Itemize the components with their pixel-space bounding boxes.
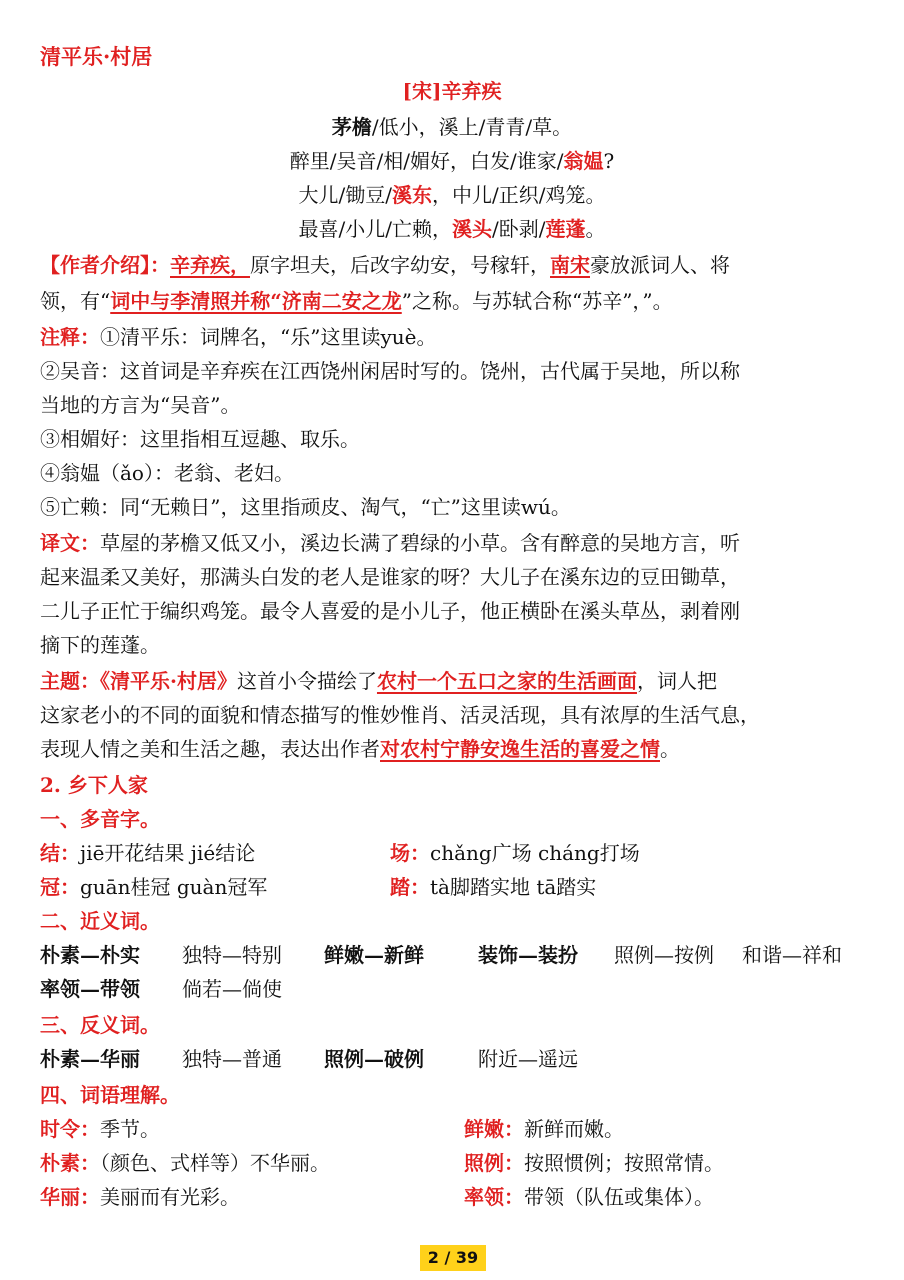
polyphone-heading: 一、多音字。 [40, 807, 160, 831]
translation-label: 译文： [40, 531, 100, 555]
note-4: ④翁媪（ǎo）：老翁、老妇。 [40, 461, 294, 485]
antonym-pair: 朴素—华丽 [40, 1047, 140, 1071]
poem-title: 清平乐·村居 [40, 44, 153, 69]
theme-highlight-2: 对农村宁静安逸生活的喜爱之情 [380, 737, 660, 761]
author-intro-text-3: 领，有“ [40, 289, 111, 313]
note-1 [40, 320, 864, 354]
poem-line-2-highlight: 翁媪 [563, 149, 604, 173]
translation-line-4: 摘下的莲蓬。 [40, 633, 160, 657]
author-intro-text-1: 原字坦夫，后改字幼安，号稼轩， [250, 253, 550, 277]
polyphone-label-3: 冠： [40, 875, 80, 899]
word-label: 照例： [464, 1151, 524, 1175]
word-item [464, 1180, 714, 1214]
poem-line-1 [40, 110, 864, 144]
polyphone-row-2 [40, 870, 864, 904]
synonym-row-1 [40, 938, 864, 972]
translation-line-2: 起来温柔又美好，那满头白发的老人是谁家的呀？大儿子在溪东边的豆田锄草， [40, 565, 740, 589]
word-definition: 季节。 [100, 1117, 160, 1141]
word-label: 朴素： [40, 1151, 100, 1175]
synonym-heading: 二、近义词。 [40, 909, 160, 933]
note-3: ③相媚好：这里指相互逗趣、取乐。 [40, 427, 360, 451]
antonym-pair: 附近—遥远 [478, 1047, 578, 1071]
theme-text-4: 。 [660, 737, 680, 761]
synonym-pair: 率领—带领 [40, 977, 140, 1001]
poem-line-2 [40, 144, 864, 178]
poem-author [40, 74, 864, 108]
synonym-pair: 鲜嫩—新鲜 [324, 943, 424, 967]
antonym-row [40, 1042, 864, 1076]
poem-line-1-rest: /低小，溪上/青青/草。 [371, 115, 573, 139]
synonym-pair: 照例—按例 [614, 943, 714, 967]
note-2b: 当地的方言为“吴音”。 [40, 393, 241, 417]
poem-line-4-a: 最喜/小儿/亡赖， [298, 217, 452, 241]
section-2-heading: 2. 乡下人家 [40, 773, 148, 797]
word-item [464, 1112, 624, 1146]
word-label: 时令： [40, 1117, 100, 1141]
author-dynasty-highlight: 南宋 [550, 253, 590, 277]
theme-line-1 [40, 664, 864, 698]
poem-line-4-c: /卧剥/ [492, 217, 546, 241]
theme-highlight-1: 农村一个五口之家的生活画面 [376, 669, 637, 693]
page-number: 2 / 39 [420, 1245, 486, 1271]
polyphone-label-2: 场： [390, 841, 430, 865]
word-definition: （颜色、式样等）不华丽。 [100, 1151, 330, 1175]
note-1-text: ①清平乐：词牌名，“乐”这里读yuè。 [100, 325, 437, 349]
translation-line-3: 二儿子正忙于编织鸡笼。最令人喜爱的是小儿子，他正横卧在溪头草丛，剥着刚 [40, 599, 740, 623]
word-label: 华丽： [40, 1185, 100, 1209]
word-definition: 按照惯例；按照常情。 [524, 1151, 724, 1175]
translation-line-1 [40, 526, 864, 560]
synonym-row-2 [40, 972, 864, 1006]
words-row-3 [40, 1180, 864, 1214]
poem-line-4-highlight-2: 莲蓬 [545, 217, 586, 241]
poem-line-3 [40, 178, 864, 212]
antonym-pair: 独特—普通 [182, 1047, 282, 1071]
author-intro-text-2: 豪放派词人、将 [590, 253, 730, 277]
antonym-pair: 照例—破例 [324, 1047, 424, 1071]
word-definition: 带领（队伍或集体）。 [524, 1185, 714, 1209]
poem-line-3-c: ，中儿/正织/鸡笼。 [432, 183, 606, 207]
theme-line-2: 这家老小的不同的面貌和情态描写的惟妙惟肖、活灵活现，具有浓厚的生活气息， [40, 703, 760, 727]
theme-text-1: 这首小令描绘了 [236, 669, 377, 693]
polyphone-text-3: guān桂冠 guàn冠军 [80, 875, 268, 899]
polyphone-label-1: 结： [40, 841, 80, 865]
words-row-2 [40, 1146, 864, 1180]
author-intro-line-1 [40, 248, 864, 282]
poem-line-4-e: 。 [585, 217, 606, 241]
poem-line-3-a: 大儿/锄豆/ [298, 183, 392, 207]
author-name: 辛弃疾， [170, 253, 250, 277]
antonym-heading: 三、反义词。 [40, 1013, 160, 1037]
author-intro-label: 【作者介绍】： [40, 253, 170, 277]
polyphone-item-1 [40, 836, 255, 870]
theme-text-3: 表现人情之美和生活之趣，表达出作者 [40, 737, 380, 761]
author-praise-highlight: 词中与李清照并称“济南二安之龙 [110, 289, 402, 313]
note-2a: ②吴音：这首词是辛弃疾在江西饶州闲居时写的。饶州，古代属于吴地，所以称 [40, 359, 740, 383]
polyphone-label-4: 踏： [390, 875, 430, 899]
theme-label: 主题： [40, 669, 100, 693]
word-label: 鲜嫩： [464, 1117, 524, 1141]
synonym-pair: 倘若—倘使 [182, 977, 282, 1001]
synonym-pair: 独特—特别 [182, 943, 282, 967]
polyphone-item-2 [390, 836, 640, 870]
polyphone-text-4: tà脚踏实地 tā踏实 [430, 875, 597, 899]
theme-book-title: 《清平乐·村居》 [100, 669, 237, 693]
word-item [40, 1180, 240, 1214]
polyphone-row-1 [40, 836, 864, 870]
word-definition: 美丽而有光彩。 [100, 1185, 240, 1209]
theme-text-2: ，词人把 [636, 669, 717, 693]
word-label: 率领： [464, 1185, 524, 1209]
polyphone-item-4 [390, 870, 596, 904]
polyphone-item-3 [40, 870, 267, 904]
notes-label: 注释： [40, 325, 100, 349]
poem-line-3-highlight: 溪东 [392, 183, 432, 207]
poem-line-2-c: ? [603, 149, 615, 173]
words-row-1 [40, 1112, 864, 1146]
poem-line-4 [40, 212, 864, 246]
poem-line-4-highlight-1: 溪头 [452, 217, 492, 241]
theme-line-3 [40, 732, 864, 766]
poem-line-2-a: 醉里/吴音/相/媚好，白发/谁家/ [289, 149, 564, 173]
words-heading: 四、词语理解。 [40, 1083, 180, 1107]
synonym-pair: 装饰—装扮 [478, 943, 578, 967]
word-item [464, 1146, 724, 1180]
poem-line-1-bold: 茅檐 [331, 115, 372, 139]
synonym-pair: 和谐—祥和 [742, 943, 842, 967]
author-intro-line-2 [40, 284, 864, 318]
synonym-pair: 朴素—朴实 [40, 943, 140, 967]
word-definition: 新鲜而嫩。 [524, 1117, 624, 1141]
author-dynasty: [宋]辛弃疾 [402, 79, 502, 103]
author-intro-text-4: ”之称。与苏轼合称“苏辛”，”。 [401, 289, 673, 313]
word-item [40, 1112, 160, 1146]
polyphone-text-2: chǎng广场 cháng打场 [430, 841, 640, 865]
word-item [40, 1146, 330, 1180]
note-5: ⑤亡赖：同“无赖日”，这里指顽皮、淘气，“亡”这里读wú。 [40, 495, 571, 519]
translation-text-1: 草屋的茅檐又低又小，溪边长满了碧绿的小草。含有醉意的吴地方言，听 [100, 531, 740, 555]
polyphone-text-1: jiē开花结果 jié结论 [80, 841, 256, 865]
